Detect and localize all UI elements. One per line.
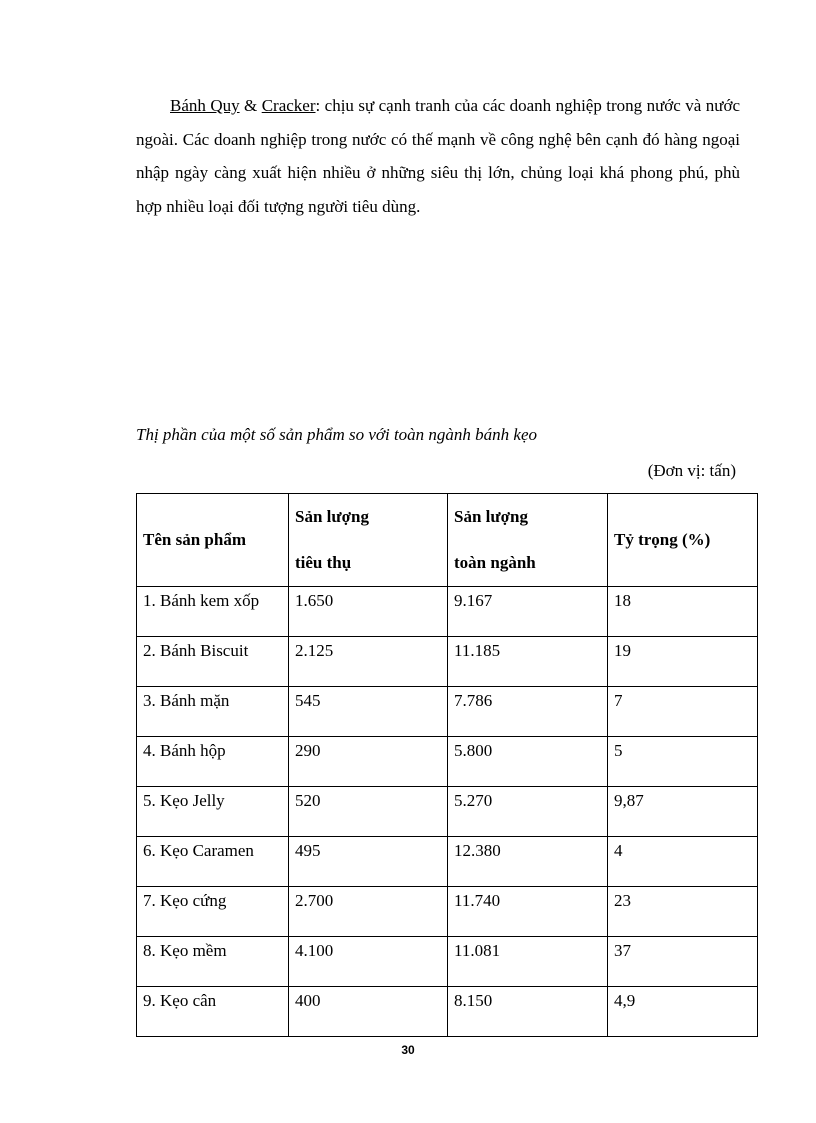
product-name-cell: 7. Kẹo cứng (137, 887, 289, 937)
product-name-cell: 3. Bánh mặn (137, 687, 289, 737)
industry-volume-cell: 12.380 (448, 837, 608, 887)
sales-volume-cell: 545 (289, 687, 448, 737)
table-row (137, 987, 758, 1037)
table-header-row (137, 494, 758, 587)
industry-volume-cell: 5.800 (448, 737, 608, 787)
industry-volume-cell: 11.740 (448, 887, 608, 937)
page-number: 30 (401, 1043, 415, 1057)
header-sales-volume-line1: Sản lượng (295, 507, 369, 526)
product-name-cell: 8. Kẹo mềm (137, 937, 289, 987)
table-row (137, 687, 758, 737)
sales-volume-cell: 4.100 (289, 937, 448, 987)
body-paragraph (136, 89, 740, 223)
market-share-table (136, 493, 758, 1037)
product-name-cell: 9. Kẹo cân (137, 987, 289, 1037)
share-percent-cell: 4 (608, 837, 758, 887)
share-percent-cell: 37 (608, 937, 758, 987)
header-product-name-text: Tên sản phẩm (143, 530, 246, 549)
sales-volume-cell: 1.650 (289, 587, 448, 637)
sales-volume-cell: 520 (289, 787, 448, 837)
table-caption: Thị phần của một số sản phẩm so với toàn ngành bánh kẹo (136, 425, 538, 444)
table-row (137, 737, 758, 787)
paragraph-body: : chịu sự cạnh tranh của các doanh nghiệp trong nước và nước ngoài. Các doanh nghiệp trong nước có thế mạnh về công nghệ bên cạnh đó hàng ngoại nhập ngày càng xuất hiện nhiều ở những siêu thị lớn, chủng loại khá phong phú, phù hợp nhiều loại đối tượng người tiêu dùng. (136, 96, 740, 216)
term-cracker: Cracker (261, 96, 316, 115)
sales-volume-cell: 400 (289, 987, 448, 1037)
header-share-percent (608, 494, 758, 587)
table-body (137, 587, 758, 1037)
share-percent-cell: 9,87 (608, 787, 758, 837)
table-row (137, 637, 758, 687)
share-percent-cell: 23 (608, 887, 758, 937)
industry-volume-cell: 11.081 (448, 937, 608, 987)
industry-volume-cell: 7.786 (448, 687, 608, 737)
product-name-cell: 6. Kẹo Caramen (137, 837, 289, 887)
header-industry-volume (448, 494, 608, 587)
industry-volume-cell: 5.270 (448, 787, 608, 837)
industry-volume-cell: 11.185 (448, 637, 608, 687)
term-banh-quy: Bánh Quy (170, 96, 240, 115)
product-name-cell: 1. Bánh kem xốp (137, 587, 289, 637)
industry-volume-cell: 8.150 (448, 987, 608, 1037)
header-industry-volume-line2: toàn ngành (454, 553, 536, 572)
share-percent-cell: 4,9 (608, 987, 758, 1037)
product-name-cell: 5. Kẹo Jelly (137, 787, 289, 837)
sales-volume-cell: 290 (289, 737, 448, 787)
product-name-cell: 4. Bánh hộp (137, 737, 289, 787)
header-share-percent-text: Tỷ trọng (%) (614, 530, 711, 549)
sales-volume-cell: 2.125 (289, 637, 448, 687)
ampersand: & (239, 96, 262, 115)
header-industry-volume-line1: Sản lượng (454, 507, 528, 526)
table-row (137, 937, 758, 987)
table-row (137, 787, 758, 837)
header-sales-volume (289, 494, 448, 587)
sales-volume-cell: 495 (289, 837, 448, 887)
industry-volume-cell: 9.167 (448, 587, 608, 637)
sales-volume-cell: 2.700 (289, 887, 448, 937)
table-row (137, 587, 758, 637)
share-percent-cell: 19 (608, 637, 758, 687)
table-row (137, 837, 758, 887)
share-percent-cell: 5 (608, 737, 758, 787)
unit-note: (Đơn vị: tấn) (647, 461, 736, 480)
table-row (137, 887, 758, 937)
header-product-name (137, 494, 289, 587)
share-percent-cell: 7 (608, 687, 758, 737)
product-name-cell: 2. Bánh Biscuit (137, 637, 289, 687)
header-sales-volume-line2: tiêu thụ (295, 553, 352, 572)
share-percent-cell: 18 (608, 587, 758, 637)
